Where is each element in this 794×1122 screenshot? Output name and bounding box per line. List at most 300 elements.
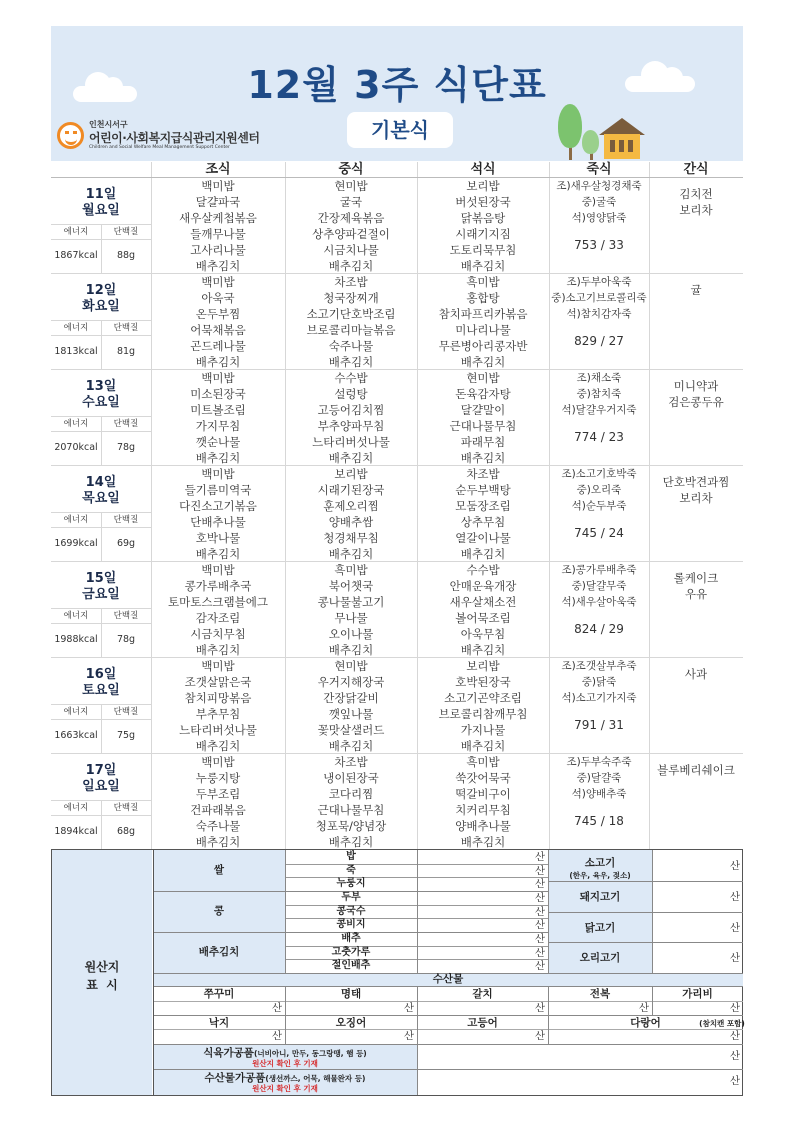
origin-grid-line [153,1001,743,1002]
porridge-menu-item: 석)참치감자죽 [566,308,632,320]
origin-grid-line [417,986,418,1044]
dinner-menu-item: 브로콜리참깨무침 [438,707,528,721]
porridge-menu-item: 조)콩가루배추죽 [561,564,637,576]
dinner-menu-item: 열갈이나물 [455,531,511,545]
energy-value: 1867kcal [54,250,98,261]
origin-grid-line [285,850,286,973]
origin-item-label: 밥 [346,851,356,862]
breakfast-menu-item: 고사리나물 [190,243,246,257]
nutrition-divider [51,335,151,336]
lunch-menu-item: 청국장찌개 [323,291,379,305]
porridge-nutrition: 829 / 27 [574,334,624,348]
protein-value: 78g [116,442,136,453]
dinner-menu-item: 수수밥 [466,563,500,577]
col-header-lunch: 중식 [338,162,364,177]
origin-grid-line [153,1044,743,1045]
snack-menu-item: 미니약과 [673,379,719,393]
lunch-menu-item: 근대나물무침 [317,803,385,817]
breakfast-menu-item: 건파래볶음 [190,803,246,817]
nutrition-divider [51,623,151,624]
day-cell [51,754,151,850]
protein-label: 단백질 [113,227,139,237]
dinner-menu-item: 배추김치 [460,835,506,849]
tree-icon [582,130,599,154]
dinner-menu-item: 모둠장조림 [455,499,511,513]
breakfast-menu-item: 배추김치 [195,547,241,561]
protein-value: 88g [116,250,136,261]
lunch-menu-item: 배추김치 [328,643,374,657]
lunch-menu-item: 배추김치 [328,835,374,849]
origin-mark: 산 [729,890,740,903]
porridge-menu-item: 석)영양닭죽 [571,212,627,224]
lunch-menu-item: 보리밥 [334,467,368,481]
energy-value: 1894kcal [54,826,98,837]
breakfast-menu-item: 부추무침 [195,707,241,721]
lunch-menu-item: 훈제오리찜 [323,499,379,513]
origin-mark: 산 [729,1050,740,1062]
tree-icon [558,104,582,148]
dinner-menu-item: 현미밥 [466,371,500,385]
day-cell [51,658,151,754]
day-date: 12일 [85,283,117,298]
breakfast-menu-item: 조갯살맑은국 [184,675,252,689]
processed-meat-note: (너비아니, 만두, 동그랑땡, 햄 등) [253,1049,367,1058]
check-note: 원산지 확인 후 기재 [252,1059,318,1068]
origin-mark: 산 [729,921,740,934]
nutrition-divider [51,815,151,816]
dinner-menu-item: 닭볶음탕 [460,211,506,225]
breakfast-menu-item: 호박나물 [195,531,241,545]
dinner-menu-item: 홍합탕 [466,291,500,305]
breakfast-menu-item: 백미밥 [201,563,235,577]
porridge-menu-item: 중)소고기브로콜리죽 [551,292,647,304]
snack-menu-item: 블루베리쉐이크 [657,763,735,777]
day-weekday: 월요일 [82,203,120,218]
snack-menu-item: 보리차 [679,203,713,217]
breakfast-menu-item: 숙주나물 [195,819,241,833]
breakfast-menu-item: 토마토스크램블에그 [168,595,268,609]
snack-menu-item: 롤케이크 [673,571,719,585]
porridge-menu-item: 석)새우살아욱죽 [561,596,637,608]
lunch-menu-item: 배추김치 [328,355,374,369]
origin-group-label: 배추김치 [198,946,240,958]
energy-value: 1663kcal [54,730,98,741]
house-window [619,140,624,152]
porridge-nutrition: 745 / 18 [574,814,624,828]
smile-logo-icon [57,122,84,149]
menu-type-label: 기본식 [347,112,453,148]
breakfast-menu-item: 배추김치 [195,451,241,465]
breakfast-menu-item: 시금치무침 [190,627,246,641]
seafood-label: 갈치 [472,988,493,1000]
lunch-menu-item: 배추김치 [328,739,374,753]
energy-label: 에너지 [63,707,89,717]
porridge-menu-item: 중)오리죽 [576,484,622,496]
day-weekday: 금요일 [82,587,120,602]
origin-grid-line [153,1069,743,1070]
lunch-menu-item: 부추양파무침 [317,419,385,433]
breakfast-menu-item: 콩가루배추국 [184,579,252,593]
dinner-menu-item: 버섯된장국 [455,195,511,209]
breakfast-menu-item: 감자조림 [195,611,241,625]
logo-english: Children and Social Welfare Meal Management Support Center [89,145,230,150]
lunch-menu-item: 깻잎나물 [328,707,374,721]
dinner-menu-item: 가지나물 [460,723,506,737]
seafood-label: 쭈꾸미 [203,988,235,1000]
origin-grid-line [652,986,653,1015]
lunch-menu-item: 차조밥 [334,755,368,769]
seafood-label: 명태 [340,988,362,1000]
day-cell [51,370,151,466]
day-date: 13일 [85,379,117,394]
lunch-menu-item: 상추양파겉절이 [312,227,390,241]
day-weekday: 수요일 [82,395,120,410]
dinner-menu-item: 볼어묵조림 [455,611,511,625]
day-weekday: 토요일 [82,683,120,698]
porridge-menu-item: 석)양배추죽 [571,788,627,800]
porridge-menu-item: 조)소고기호박죽 [561,468,637,480]
seafood-title: 수산물 [432,973,464,985]
origin-mark: 산 [729,1030,740,1042]
lunch-menu-item: 배추김치 [328,451,374,465]
dinner-menu-item: 흑미밥 [466,275,500,289]
breakfast-menu-item: 새우살케첩볶음 [179,211,257,225]
dinner-menu-item: 배추김치 [460,259,506,273]
day-weekday: 일요일 [82,779,120,794]
lunch-menu-item: 북어챗국 [328,579,374,593]
energy-label: 에너지 [63,515,89,525]
lunch-menu-item: 우거지해장국 [317,675,385,689]
page-title: 12월 3주 식단표 [247,63,547,107]
snack-menu-item: 보리차 [679,491,713,505]
processed-sea-note: (생선까스, 어묵, 해물완자 등) [265,1074,366,1083]
lunch-menu-item: 소고기단호박조림 [306,307,396,321]
dinner-menu-item: 떡갈비구이 [455,787,511,801]
breakfast-menu-item: 배추김치 [195,643,241,657]
porridge-nutrition: 774 / 23 [574,430,624,444]
menu-header [51,26,743,161]
origin-mark: 산 [534,960,545,973]
dinner-menu-item: 아욱무침 [460,627,506,641]
center-logo [57,120,260,152]
dinner-menu-item: 근대나물무침 [449,419,517,433]
lunch-menu-item: 배추김치 [328,547,374,561]
lunch-menu-item: 콩나물불고기 [317,595,385,609]
snack-menu-item: 김치전 [679,187,713,201]
porridge-menu-item: 중)닭죽 [581,676,617,688]
protein-label: 단백질 [113,611,139,621]
origin-mark: 산 [534,864,545,877]
dinner-menu-item: 참치파프리카볶음 [438,307,528,321]
tuna-note: (참치캔 포함) [699,1019,745,1028]
lunch-menu-item: 냉이된장국 [323,771,379,785]
origin-mark: 산 [403,1002,414,1014]
porridge-menu-item: 조)조갯살부추죽 [561,660,637,672]
dinner-menu-item: 배추김치 [460,547,506,561]
origin-grid-line [285,986,286,1044]
porridge-menu-item: 조)채소죽 [576,372,622,384]
protein-label: 단백질 [113,803,139,813]
breakfast-menu-item: 참치피망볶음 [184,691,252,705]
dinner-menu-item: 미나리나물 [455,323,511,337]
protein-label: 단백질 [113,515,139,525]
origin-mark: 산 [534,851,545,863]
house-window [610,140,615,152]
porridge-menu-item: 중)달걀무죽 [571,580,627,592]
day-weekday: 화요일 [82,299,120,314]
dinner-menu-item: 흑미밥 [466,755,500,769]
dinner-menu-item: 상추무침 [460,515,506,529]
breakfast-menu-item: 다진소고기볶음 [179,499,257,513]
breakfast-menu-item: 백미밥 [201,371,235,385]
day-date: 11일 [85,187,117,202]
col-header-dinner: 석식 [470,162,496,177]
nutrition-divider [51,527,151,528]
origin-item-label: 콩국수 [336,905,366,917]
lunch-menu-item: 오이나물 [328,627,374,641]
lunch-menu-item: 시래기된장국 [317,483,385,497]
origin-mark: 산 [729,860,740,872]
origin-mark: 산 [729,1002,740,1014]
porridge-menu-item: 중)참치죽 [576,388,622,400]
origin-grid-line [548,942,743,943]
protein-label: 단백질 [113,419,139,429]
lunch-menu-item: 굴국 [339,195,363,209]
lunch-menu-item: 시금치나물 [323,243,379,257]
dinner-menu-item: 돈육감자탕 [455,387,511,401]
seafood-label: 오징어 [335,1017,367,1029]
origin-grid-line [153,986,743,987]
protein-value: 81g [116,346,136,357]
dinner-menu-item: 시래기지짐 [455,227,511,241]
breakfast-menu-item: 누룽지탕 [195,771,241,785]
origin-mark: 산 [534,1002,545,1014]
origin-group-label: 쌀 [213,864,225,876]
lunch-menu-item: 청포묵/양념장 [315,819,387,833]
col-header-breakfast: 조식 [205,162,231,177]
dinner-menu-item: 도토리묵무침 [449,243,517,257]
breakfast-menu-item: 단배추나물 [190,515,246,529]
origin-item-label: 두부 [341,892,361,903]
lunch-menu-item: 무나물 [334,611,368,625]
breakfast-menu-item: 들깨무나물 [190,227,246,241]
lunch-menu-item: 현미밥 [334,659,368,673]
breakfast-menu-item: 백미밥 [201,275,235,289]
origin-item-label: 콩비지 [336,919,366,931]
origin-grid-line [548,912,743,913]
seafood-label: 고등어 [467,1017,498,1029]
porridge-menu-item: 조)두부아욱죽 [566,276,632,288]
porridge-menu-item: 조)두부숙주죽 [566,756,632,768]
processed-sea-title: 수산물가공품 [204,1072,266,1084]
day-date: 16일 [85,667,117,682]
day-cell [51,466,151,562]
meat-label: 오리고기 [579,952,621,965]
day-cell [51,274,151,370]
origin-mark: 산 [271,1030,282,1042]
seafood-label: 낙지 [208,1017,230,1029]
protein-value: 68g [116,826,136,837]
logo-region: 인천시서구 [89,120,128,129]
snack-menu-item: 우유 [684,587,708,601]
dinner-menu-item: 배추김치 [460,355,506,369]
breakfast-menu-item: 깻순나물 [195,435,241,449]
origin-mark: 산 [271,1002,282,1014]
day-cell [51,178,151,274]
dinner-menu-item: 양배추나물 [455,819,511,833]
origin-grid-line [417,1044,418,1095]
origin-grid-line [153,1015,743,1016]
porridge-menu-item: 조)새우살청경채죽 [556,180,642,192]
snack-menu-item: 귤 [690,283,702,297]
lunch-menu-item: 숙주나물 [328,339,374,353]
seafood-label: 다랑어 [630,1017,661,1029]
lunch-menu-item: 설렁탕 [334,387,368,401]
porridge-menu-item: 석)달걀우거지죽 [561,404,637,416]
dinner-menu-item: 쑥갓어묵국 [455,771,511,785]
origin-item-label: 죽 [346,864,356,876]
dinner-menu-item: 새우살채소전 [449,595,517,609]
lunch-menu-item: 브로콜리마늘볶음 [306,323,396,337]
meat-label: 소고기 [584,857,616,869]
protein-value: 75g [116,730,136,741]
breakfast-menu-item: 백미밥 [201,659,235,673]
breakfast-menu-item: 배추김치 [195,739,241,753]
origin-item-label: 절인배추 [331,960,371,972]
protein-label: 단백질 [113,707,139,717]
nutrition-divider [51,239,151,240]
breakfast-menu-item: 아욱국 [201,291,235,305]
dinner-menu-item: 치커리무침 [455,803,511,817]
origin-group-label: 콩 [213,905,225,917]
origin-mark: 산 [534,878,545,891]
protein-label: 단백질 [113,323,139,333]
origin-item-label: 누룽지 [336,878,366,890]
breakfast-menu-item: 미소된장국 [190,387,246,401]
breakfast-menu-item: 배추김치 [195,259,241,273]
day-date: 14일 [85,475,117,490]
house-roof-icon [599,118,645,135]
dinner-menu-item: 호박된장국 [455,675,511,689]
dinner-menu-item: 달걀말이 [460,403,506,417]
porridge-nutrition: 791 / 31 [574,718,624,732]
day-date: 17일 [85,763,117,778]
origin-grid-line [153,1029,743,1030]
seafood-label: 전복 [589,988,611,1000]
breakfast-menu-item: 미트볼조림 [190,403,246,417]
lunch-menu-item: 간장제육볶음 [317,211,385,225]
lunch-menu-item: 차조밥 [334,275,368,289]
breakfast-menu-item: 가지무침 [195,419,241,433]
snack-menu-item: 검은콩두유 [668,395,724,409]
origin-mark: 산 [403,1030,414,1042]
processed-meat-title: 식육가공품 [203,1047,254,1059]
dinner-menu-item: 배추김치 [460,739,506,753]
origin-title: 원산지 [84,960,120,974]
beef-note: (한우, 육우, 젖소) [569,871,631,880]
origin-table [51,849,743,1096]
energy-label: 에너지 [63,803,89,813]
lunch-menu-item: 느타리버섯나물 [312,435,390,449]
porridge-menu-item: 석)순두부죽 [571,500,627,512]
origin-mark: 산 [534,905,545,918]
porridge-nutrition: 745 / 24 [574,526,624,540]
origin-mark: 산 [729,1075,740,1087]
origin-item-label: 배추 [341,933,361,944]
origin-mark: 산 [534,946,545,959]
day-date: 15일 [85,571,117,586]
porridge-menu-item: 석)소고기가지죽 [561,692,637,704]
dinner-menu-item: 순두부백탕 [455,483,511,497]
lunch-menu-item: 간장닭갈비 [323,691,379,705]
breakfast-menu-item: 달걀파국 [195,195,241,209]
snack-menu-item: 사과 [684,667,708,681]
protein-value: 69g [116,538,136,549]
protein-value: 78g [116,634,136,645]
dinner-menu-item: 보리밥 [466,179,500,193]
energy-value: 2070kcal [54,442,98,453]
breakfast-menu-item: 배추김치 [195,355,241,369]
dinner-menu-item: 파래무침 [460,435,506,449]
porridge-menu-item: 중)굴죽 [581,196,617,208]
origin-item-label: 고춧가루 [331,946,371,958]
column-divider [649,162,650,850]
lunch-menu-item: 배추김치 [328,259,374,273]
breakfast-menu-item: 백미밥 [201,179,235,193]
breakfast-menu-item: 느타리버섯나물 [179,723,257,737]
house-window [628,140,633,152]
snack-menu-item: 단호박견과찜 [662,475,730,489]
breakfast-menu-item: 온두부찜 [195,307,241,321]
energy-label: 에너지 [63,611,89,621]
energy-label: 에너지 [63,419,89,429]
origin-mark: 산 [534,892,545,904]
lunch-menu-item: 코다리찜 [328,787,374,801]
energy-value: 1988kcal [54,634,98,645]
energy-value: 1813kcal [54,346,98,357]
origin-grid-line [417,850,418,973]
breakfast-menu-item: 백미밥 [201,467,235,481]
nutrition-divider [51,719,151,720]
lunch-menu-item: 꽃맛살샐러드 [317,723,385,737]
dinner-menu-item: 보리밥 [466,659,500,673]
origin-mark: 산 [729,952,740,965]
lunch-menu-item: 흑미밥 [334,563,368,577]
dinner-menu-item: 소고기곤약조림 [444,691,522,705]
dinner-menu-item: 무른병아리콩자반 [438,339,528,353]
lunch-menu-item: 청경채무침 [323,531,379,545]
lunch-menu-item: 고등어김치찜 [317,403,385,417]
lunch-menu-item: 현미밥 [334,179,368,193]
breakfast-menu-item: 백미밥 [201,755,235,769]
dinner-menu-item: 배추김치 [460,451,506,465]
day-cell [51,562,151,658]
energy-label: 에너지 [63,227,89,237]
origin-mark: 산 [534,1030,545,1042]
col-header-porridge: 죽식 [586,162,612,177]
nutrition-divider [51,431,151,432]
check-note: 원산지 확인 후 기재 [252,1084,318,1093]
col-header-snack: 간식 [683,162,709,177]
breakfast-menu-item: 두부조림 [195,787,241,801]
breakfast-menu-item: 배추김치 [195,835,241,849]
dinner-menu-item: 배추김치 [460,643,506,657]
energy-label: 에너지 [63,323,89,333]
lunch-menu-item: 양배추쌈 [328,515,374,529]
porridge-menu-item: 중)달걀죽 [576,772,622,784]
origin-mark: 산 [534,919,545,932]
porridge-nutrition: 824 / 29 [574,622,624,636]
